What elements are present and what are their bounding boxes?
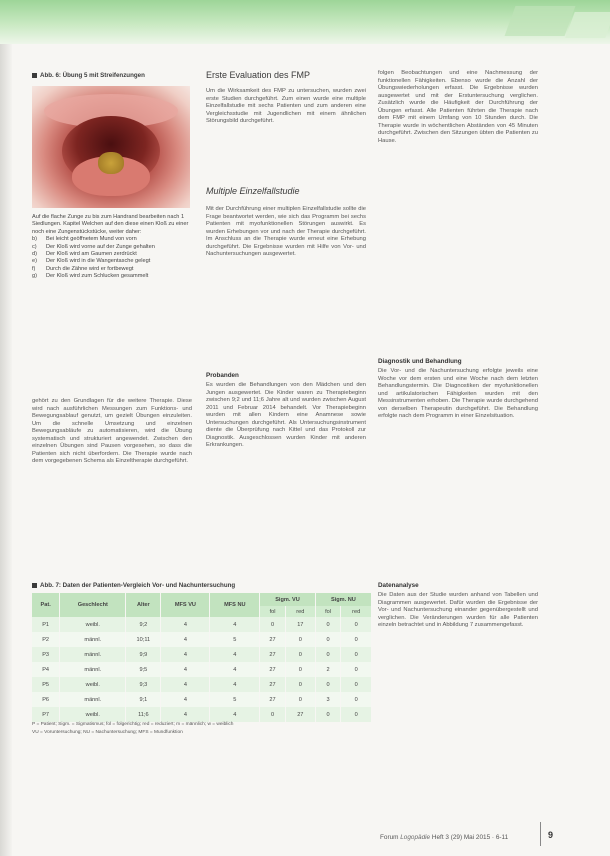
table-cell: 11;6 bbox=[126, 707, 161, 722]
paragraph: Die Vor- und die Nachuntersuchung erfolgte jeweils eine Woche vor dem ersten und eine Woche nach dem letzten Behandlungstermin. Die Diagnostiken der myofunktionellen und artikulatorischen Fähigkeiten wurden mit den Messinstrumenten erhoben. Die Therapie wurde durchgehend von derselben Therapeutin durchgeführt. Die Behandlung erfolgte nach dem Programm in einer Einzelsituation. bbox=[378, 368, 538, 420]
heading-probanden: Probanden bbox=[206, 372, 239, 379]
table-cell: P6 bbox=[32, 692, 60, 707]
table-cell: 9;2 bbox=[126, 617, 161, 632]
page-number: 9 bbox=[548, 830, 554, 840]
table-cell: 0 bbox=[341, 707, 372, 722]
table-cell: 2 bbox=[315, 662, 341, 677]
table-cell: 0 bbox=[285, 677, 315, 692]
table-cell: 10;11 bbox=[126, 632, 161, 647]
figure-6-photo bbox=[32, 86, 190, 208]
table-row bbox=[32, 707, 372, 722]
bullet-square-icon bbox=[32, 583, 37, 588]
table-row bbox=[32, 632, 372, 647]
table-row bbox=[32, 647, 372, 662]
table-cell: 4 bbox=[161, 662, 210, 677]
table-cell: 4 bbox=[161, 617, 210, 632]
column-1-text: gehört zu den Grundlagen für die weitere Therapie. Diese wird nach ausführlichen Messungen zum Funktions- und Bewegungsablauf genutzt, um gezielt Übungen einzuleiten. Um die schnelle Umsetzung und einzelnen Bewegungsabläufe zu automatisieren, wird die Übung systematisch und strukturiert angewendet. Zwischen den einzelnen Übungen sind Pausen vorgesehen, so dass die Patienten sich nicht überfordern. Die Therapie wurde nach dem vorgegebenen Schema als Einzeltherapie durchgeführt. bbox=[32, 398, 192, 465]
caption-item: d) Der Kloß wird am Gaumen zerdrückt bbox=[32, 251, 137, 258]
table-header-cell: Sigm. NU bbox=[315, 593, 371, 606]
caption-item: g) Der Kloß wird zum Schlucken gesammelt bbox=[32, 273, 149, 280]
journal-prefix: Forum bbox=[380, 834, 401, 841]
table-note: VU = Voruntersuchung; NU = Nachuntersuchung; MFS = Mundfunktion bbox=[32, 730, 183, 735]
caption-item: e) Der Kloß wird in die Wangentasche gelegt bbox=[32, 258, 151, 265]
table-cell: männl. bbox=[60, 632, 126, 647]
table-cell: 0 bbox=[285, 662, 315, 677]
figure-7-title: Abb. 7: Daten der Patienten-Vergleich Vor- und Nachuntersuchung bbox=[32, 582, 235, 589]
journal-name: Logopädie bbox=[400, 834, 431, 841]
table-cell: 0 bbox=[341, 692, 372, 707]
header-band bbox=[0, 0, 610, 44]
table-cell: 4 bbox=[210, 707, 260, 722]
header-decoration bbox=[505, 6, 576, 36]
table-cell: 0 bbox=[285, 632, 315, 647]
table-cell: weibl. bbox=[60, 677, 126, 692]
paragraph: Die Daten aus der Studie wurden anhand von Tabellen und Diagrammen ausgewertet. Dafür wurden die Ergebnisse der Vor- und Nachuntersuchung einander gegenübergestellt und verglichen. Die Veränderungen wurden für alle Patienten einzeln betrachtet und in Abbildung 7 zusammengefasst. bbox=[378, 592, 538, 629]
table-cell: 4 bbox=[161, 677, 210, 692]
table-header-cell: Geschlecht bbox=[60, 593, 126, 617]
journal-issue: Heft 3 (29) Mai 2015 · 6-11 bbox=[431, 834, 509, 841]
table-cell: 0 bbox=[341, 617, 372, 632]
table-cell: P3 bbox=[32, 647, 60, 662]
heading-evaluation: Erste Evaluation des FMP bbox=[206, 70, 311, 80]
page-fold-shadow bbox=[0, 0, 12, 856]
table-header-cell: Alter bbox=[126, 593, 161, 617]
paragraph: Mit der Durchführung einer multiplen Einzelfallstudie sollte die Frage beantwortet werden, wie sich das Programm bei sechs Patienten mit myofunktionellen Störungen auswirkt. Es wurden Erhebungen vor und nach der Therapie durchgeführt. Im Anschluss an die Therapie wurde erneut eine Erhebung durchgeführt. Die Ergebnisse wurden mit Hilfe von Vor- und Nachuntersuchungen ausgewertet. bbox=[206, 206, 366, 258]
table-cell: P4 bbox=[32, 662, 60, 677]
table-cell: männl. bbox=[60, 662, 126, 677]
table-cell: 0 bbox=[341, 677, 372, 692]
paragraph: Um die Wirksamkeit des FMP zu untersuchen, wurden zwei erste Studien durchgeführt. Zum einen wurde eine multiple Einzelfallstudie mit sechs Patienten und zum anderen eine Vergleichsstudie mit Jugendlichen mit einem ähnlichen Störungsbild durchgeführt. bbox=[206, 88, 366, 125]
table-cell: 27 bbox=[260, 632, 286, 647]
table-cell: 0 bbox=[315, 647, 341, 662]
paragraph: Es wurden die Behandlungen von den Mädchen und den Jungen ausgewertet. Die Kinder waren zu Therapiebeginn zwischen 9;2 und 11;6 Jahre alt und wurden zwischen August 2011 und Februar 2014 behandelt. Vor Therapiebeginn wurden mit allen Kindern eine Anamnese sowie Untersuchungen durchgeführt. Als Untersuchungsinstrument diente die Überprüfung nach Kittel und das Protokoll zur Diagnostik. Ausgeschlossen wurden Kinder mit anderen Erkrankungen. bbox=[206, 382, 366, 449]
heading-diagnostics: Diagnostik und Behandlung bbox=[378, 358, 462, 365]
table-row bbox=[32, 617, 372, 632]
table-header-cell: MFS VU bbox=[161, 593, 210, 617]
caption-item: c) Der Kloß wird vorne auf der Zunge gehalten bbox=[32, 243, 155, 250]
caption-intro: Auf die flache Zunge zu bis zum Handrand bearbeiten nach 1 Siedlungen. Kapitel Welchen auf den diese einen Kloß zu einer noch eine Zungenstückstücke, weiter daher: bbox=[32, 214, 189, 235]
table-cell: 5 bbox=[210, 632, 260, 647]
table-cell: 0 bbox=[341, 632, 372, 647]
table-cell: 0 bbox=[341, 647, 372, 662]
table-cell: P7 bbox=[32, 707, 60, 722]
table-cell: 0 bbox=[341, 662, 372, 677]
caption-item: b) Bei leicht geöffnetem Mund von vorn bbox=[32, 236, 137, 243]
table-cell: 27 bbox=[285, 707, 315, 722]
table-cell: 4 bbox=[210, 647, 260, 662]
table-cell: 0 bbox=[315, 617, 341, 632]
table-cell: 0 bbox=[285, 692, 315, 707]
table-cell: weibl. bbox=[60, 617, 126, 632]
table-cell: 4 bbox=[161, 647, 210, 662]
figure-6-caption bbox=[32, 214, 190, 281]
table-cell: 9;3 bbox=[126, 677, 161, 692]
table-subheader-cell: red bbox=[341, 606, 372, 617]
table-subheader-cell: red bbox=[285, 606, 315, 617]
table-header-cell: Pat. bbox=[32, 593, 60, 617]
table-cell: 9;9 bbox=[126, 647, 161, 662]
table-cell: 0 bbox=[260, 707, 286, 722]
table-cell: männl. bbox=[60, 647, 126, 662]
table-cell: 4 bbox=[210, 677, 260, 692]
table-cell: 4 bbox=[210, 617, 260, 632]
table-row bbox=[32, 692, 372, 707]
table-cell: 27 bbox=[260, 677, 286, 692]
figure-6-title: Abb. 6: Übung 5 mit Streifenzungen bbox=[32, 72, 145, 79]
table-cell: P5 bbox=[32, 677, 60, 692]
table-cell: 27 bbox=[260, 662, 286, 677]
table-cell: 27 bbox=[260, 647, 286, 662]
table-note: P = Patient; Sigm. = Sigmatismus; fol = folgerichtig; red = reduziert; m = männlich; w = weiblich bbox=[32, 722, 234, 727]
header-decoration bbox=[565, 12, 610, 38]
table-cell: 0 bbox=[260, 617, 286, 632]
table-row bbox=[32, 662, 372, 677]
bullet-square-icon bbox=[32, 73, 37, 78]
table-cell: 17 bbox=[285, 617, 315, 632]
heading-multiple-case-study: Multiple Einzelfallstudie bbox=[206, 186, 300, 196]
table-cell: 0 bbox=[315, 677, 341, 692]
table-cell: 27 bbox=[260, 692, 286, 707]
table-cell: 4 bbox=[161, 632, 210, 647]
table-cell: 0 bbox=[315, 632, 341, 647]
table-header-cell: Sigm. VU bbox=[260, 593, 316, 606]
table-cell: P2 bbox=[32, 632, 60, 647]
table-subheader-cell: fol bbox=[315, 606, 341, 617]
table-cell: 4 bbox=[161, 692, 210, 707]
table-cell: 5 bbox=[210, 692, 260, 707]
table-cell: 3 bbox=[315, 692, 341, 707]
table-cell: 0 bbox=[285, 647, 315, 662]
table-cell: 9;5 bbox=[126, 662, 161, 677]
table-subheader-cell: fol bbox=[260, 606, 286, 617]
footer-divider bbox=[540, 822, 541, 846]
table-cell: 4 bbox=[210, 662, 260, 677]
journal-footer bbox=[380, 834, 508, 841]
table-cell: weibl. bbox=[60, 707, 126, 722]
table-cell: 4 bbox=[161, 707, 210, 722]
patient-data-table bbox=[32, 593, 372, 722]
table-header-cell: MFS NU bbox=[210, 593, 260, 617]
table-cell: 0 bbox=[315, 707, 341, 722]
paragraph: folgen Beobachtungen und eine Nachmessung der funktionellen Fähigkeiten. Ebenso wurde die Anzahl der Übungswiederholungen erfasst. Die Ergebnisse wurden ausgewertet und mit der Erstuntersuchung verglichen. Zusätzlich wurde die Häufigkeit der Durchführung der Übungen erfasst. Alle Patienten führten die Therapie nach dem FMP mit einem Umfang von 10 Stunden durch. Die Therapie wurde in wöchentlichen Abständen von 45 Minuten durchgeführt. Zwischen den Sitzungen übten die Patienten zu Hause. bbox=[378, 70, 538, 144]
spacer bbox=[378, 570, 538, 580]
table-header-row bbox=[32, 593, 372, 606]
table-cell: 9;1 bbox=[126, 692, 161, 707]
table-cell: P1 bbox=[32, 617, 60, 632]
table-row bbox=[32, 677, 372, 692]
table-cell: männl. bbox=[60, 692, 126, 707]
caption-item: f) Durch die Zähne wird er fortbewegt bbox=[32, 265, 134, 272]
heading-data-analysis: Datenanalyse bbox=[378, 582, 419, 589]
